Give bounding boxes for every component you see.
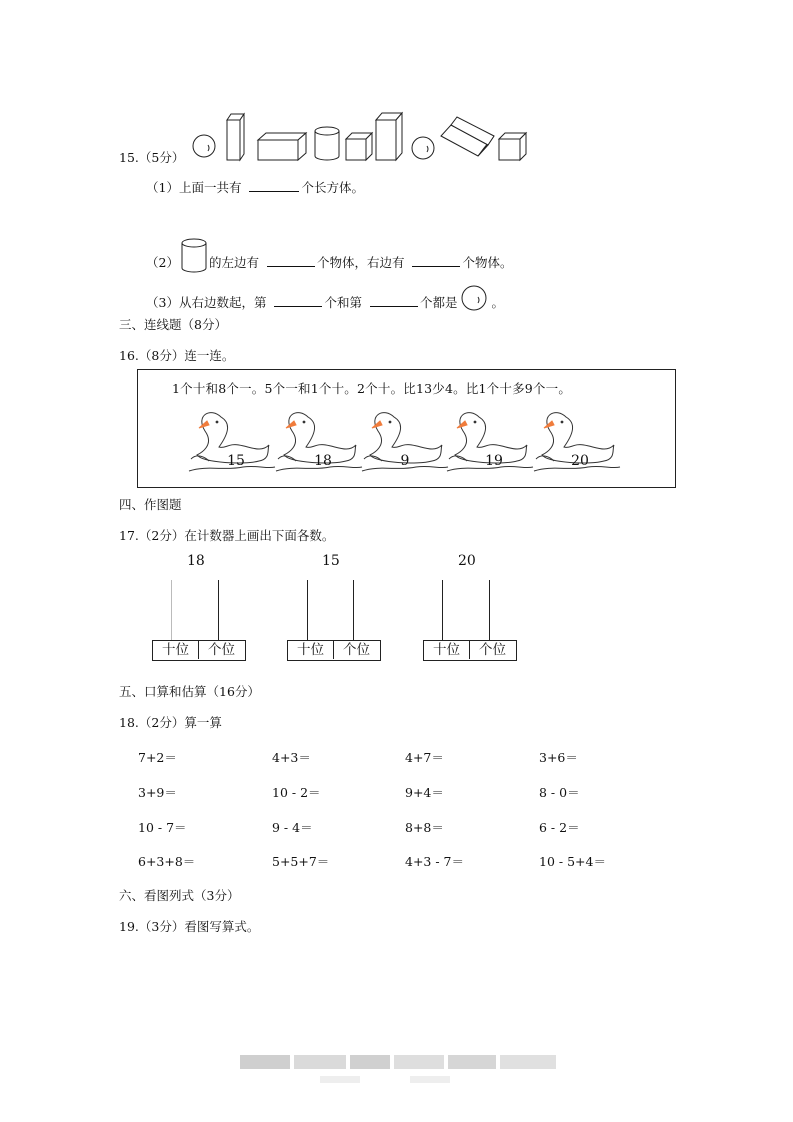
calc-item: 8+8＝ xyxy=(405,820,444,835)
q19-title: 19.（3分）看图写算式。 xyxy=(119,919,260,934)
tall-cuboid-icon xyxy=(227,114,244,160)
tens-rod[interactable] xyxy=(307,580,308,640)
q16-prompt-text: 1个十和8个一。5个一和1个十。2个十。比13少4。比1个十多9个一。 xyxy=(172,381,572,396)
tall-cuboid-icon xyxy=(376,113,402,160)
calc-item: 4+7＝ xyxy=(405,750,444,765)
sphere-icon xyxy=(193,135,215,157)
calc-item: 7+2＝ xyxy=(138,750,177,765)
calc-item: 10 - 2＝ xyxy=(272,785,321,800)
abacus-15[interactable] xyxy=(287,553,381,661)
calc-item: 8 - 0＝ xyxy=(539,785,580,800)
ones-label: 个位 xyxy=(479,642,506,658)
abacus-base xyxy=(423,640,517,661)
section-5-heading: 五、口算和估算（16分） xyxy=(119,684,260,699)
ones-rod[interactable] xyxy=(353,580,354,640)
ones-label: 个位 xyxy=(208,642,235,658)
q15-line-3: （3）从右边数起，第 个和第 个都是 。 xyxy=(146,285,504,313)
cube-icon xyxy=(346,133,372,160)
tens-label: 十位 xyxy=(288,641,334,659)
cylinder-icon xyxy=(180,237,208,275)
q16-title: 16.（8分）连一连。 xyxy=(119,348,235,363)
sphere-icon xyxy=(460,285,490,313)
answer-blank[interactable] xyxy=(274,294,322,307)
q18-title: 18.（2分）算一算 xyxy=(119,715,222,730)
swan-row xyxy=(185,405,625,477)
q15-shapes-figure xyxy=(188,108,533,164)
q17-title: 17.（2分）在计数器上画出下面各数。 xyxy=(119,528,335,543)
abacus-20[interactable] xyxy=(423,553,517,661)
sphere-icon xyxy=(412,137,434,159)
q15-line-2: （2） 的左边有 个物体，右边有 个物体。 xyxy=(146,237,513,275)
abacus-number: 15 xyxy=(322,553,340,569)
cylinder-icon xyxy=(315,127,339,160)
swan-number[interactable]: 9 xyxy=(400,453,410,469)
calc-item: 3+9＝ xyxy=(138,785,177,800)
tens-label: 十位 xyxy=(153,641,199,659)
calc-item: 4+3 - 7＝ xyxy=(405,854,465,869)
blurred-footer-watermark xyxy=(240,1055,556,1071)
abacus-18[interactable] xyxy=(152,553,246,661)
tens-label: 十位 xyxy=(424,641,470,659)
calc-item: 10 - 7＝ xyxy=(138,820,187,835)
answer-blank[interactable] xyxy=(412,254,460,267)
tens-rod[interactable] xyxy=(171,580,172,640)
abacus-number: 20 xyxy=(458,553,476,569)
section-4-heading: 四、作图题 xyxy=(119,497,182,512)
swan-number[interactable]: 19 xyxy=(485,453,503,469)
ones-rod[interactable] xyxy=(218,580,219,640)
q15-line-1: （1）上面一共有 个长方体。 xyxy=(146,180,364,195)
calc-item: 6 - 2＝ xyxy=(539,820,580,835)
calc-item: 9+4＝ xyxy=(405,785,444,800)
section-3-heading: 三、连线题（8分） xyxy=(119,317,227,332)
tilted-cuboid-icon xyxy=(441,117,494,156)
abacus-base xyxy=(152,640,246,661)
calc-item: 5+5+7＝ xyxy=(272,854,330,869)
calc-item: 10 - 5+4＝ xyxy=(539,854,606,869)
section-6-heading: 六、看图列式（3分） xyxy=(119,888,240,903)
q15-title: 15.（5分） xyxy=(119,150,185,165)
blurred-footer-watermark-2 xyxy=(320,1076,450,1084)
abacus-base xyxy=(287,640,381,661)
cube-icon xyxy=(499,133,526,160)
swan-number[interactable]: 15 xyxy=(227,453,245,469)
answer-blank[interactable] xyxy=(370,294,418,307)
abacus-number: 18 xyxy=(187,553,205,569)
calc-item: 6+3+8＝ xyxy=(138,854,196,869)
flat-cuboid-icon xyxy=(258,133,306,160)
swan-number[interactable]: 20 xyxy=(571,453,589,469)
swan-number[interactable]: 18 xyxy=(314,453,332,469)
answer-blank[interactable] xyxy=(249,179,299,192)
tens-rod[interactable] xyxy=(442,580,443,640)
answer-blank[interactable] xyxy=(267,254,315,267)
calc-item: 9 - 4＝ xyxy=(272,820,313,835)
calc-item: 3+6＝ xyxy=(539,750,578,765)
calc-item: 4+3＝ xyxy=(272,750,311,765)
ones-rod[interactable] xyxy=(489,580,490,640)
ones-label: 个位 xyxy=(343,642,370,658)
